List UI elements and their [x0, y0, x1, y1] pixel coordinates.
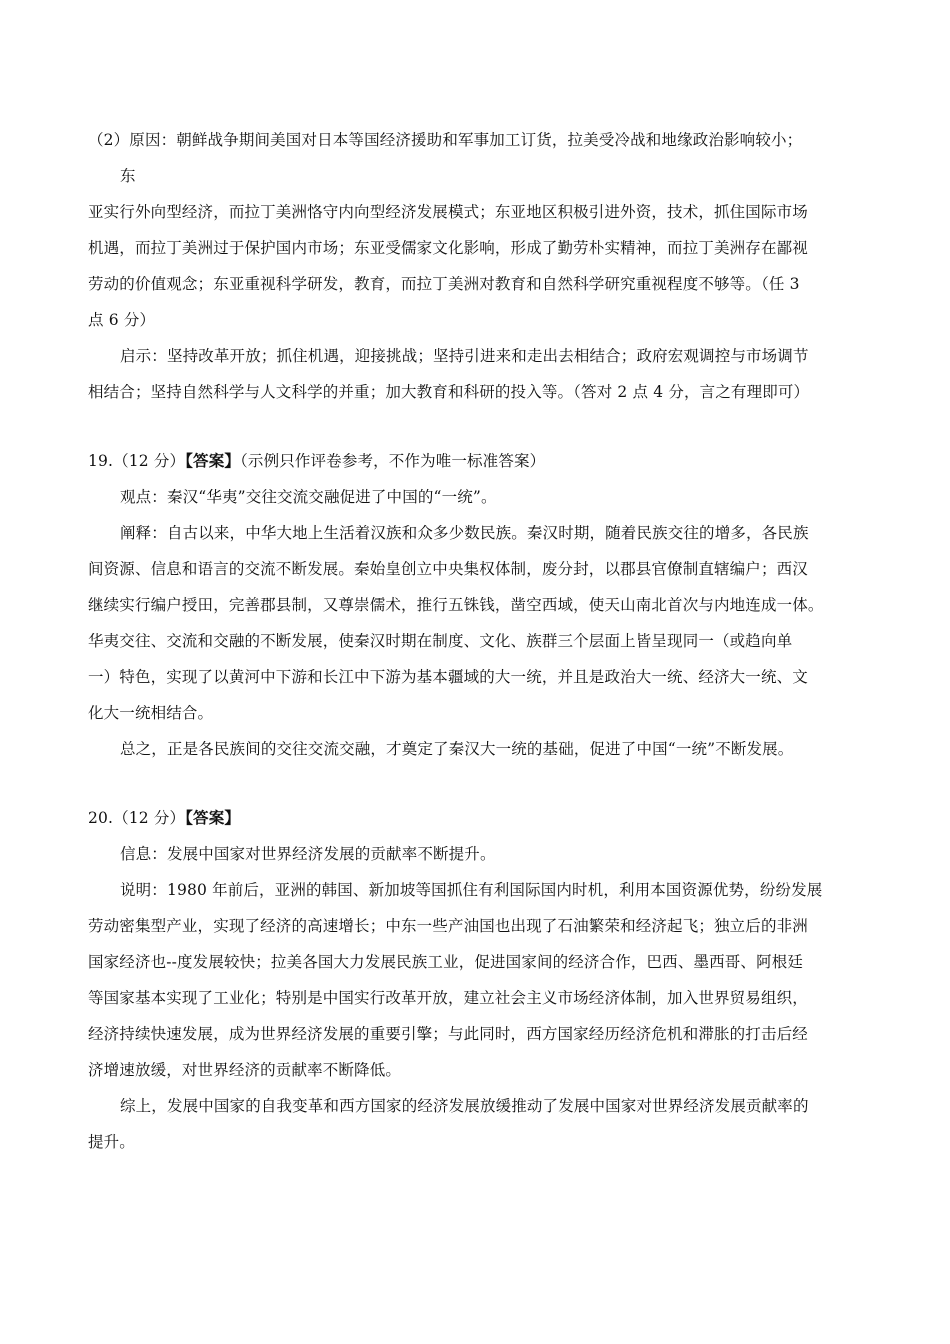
q20-text-line: 劳动密集型产业，实现了经济的高速增长；中东一些产油国也出现了石油繁荣和经济起飞；独立后的非洲 — [88, 917, 808, 935]
q20-info-line: 信息：发展中国家对世界经济发展的贡献率不断提升。 — [120, 845, 496, 863]
q20-text-line: 国家经济也--度发展较快；拉美各国大力发展民族工业，促进国家间的经济合作，巴西、墨西哥、阿根廷 — [88, 953, 804, 971]
q19-heading — [88, 451, 545, 471]
q20-text-line: 提升。 — [88, 1133, 135, 1151]
q18-text-line: 相结合；坚持自然科学与人文科学的并重；加大教育和科研的投入等。（答对 2 点 4 分，言之有理即可） — [88, 383, 810, 401]
q19-text-line: 继续实行编户授田，完善郡县制，又尊崇儒术，推行五铢钱，凿空西域，使天山南北首次与内地连成一体。 — [88, 596, 824, 614]
q18-text-line: 点 6 分） — [88, 311, 156, 329]
q20-explanation-line: 说明：1980 年前后，亚洲的韩国、新加坡等国抓住有利国际国内时机，利用本国资源优势，纷纷发展 — [120, 881, 823, 899]
q20-number: 20.（12 分） — [88, 809, 186, 827]
q20-text-line: 经济持续快速发展，成为世界经济发展的重要引擎；与此同时，西方国家经历经济危机和滞胀的打击后经 — [88, 1025, 808, 1043]
q19-explanation-line: 阐释：自古以来，中华大地上生活着汉族和众多少数民族。秦汉时期，随着民族交往的增多，各民族 — [120, 524, 809, 542]
q18-insight-line: 启示：坚持改革开放；抓住机遇，迎接挑战；坚持引进来和走出去相结合；政府宏观调控与市场调节 — [120, 347, 809, 365]
q19-text-line: 华夷交往、交流和交融的不断发展，使秦汉时期在制度、文化、族群三个层面上皆呈现同一（或趋向单 — [88, 632, 793, 650]
q18-reason-line: （2）原因：朝鲜战争期间美国对日本等国经济援助和军事加工订货，拉美受冷战和地缘政治影响较小； — [88, 131, 803, 149]
q19-viewpoint-line: 观点：秦汉“华夷”交往交流交融促进了中国的“一统”。 — [120, 488, 497, 506]
q20-text-line: 等国家基本实现了工业化；特别是中国实行改革开放，建立社会主义市场经济体制，加入世界贸易组织， — [88, 989, 808, 1007]
q19-text-line: 化大一统相结合。 — [88, 704, 214, 722]
q19-text-line: 一）特色，实现了以黄河中下游和长江中下游为基本疆域的大一统，并且是政治大一统、经济大一统、文 — [88, 668, 808, 686]
q18-text-line: 亚实行外向型经济，而拉丁美洲恪守内向型经济发展模式；东亚地区积极引进外资，技术，抓住国际市场 — [88, 203, 808, 221]
q19-text-line: 间资源、信息和语言的交流不断发展。秦始皇创立中央集权体制，废分封，以郡县官僚制直辖编户；西汉 — [88, 560, 808, 578]
q18-text-line: 东 — [120, 167, 136, 185]
answer-tag: 【答案】 — [185, 808, 241, 827]
q20-summary-line: 综上，发展中国家的自我变革和西方国家的经济发展放缓推动了发展中国家对世界经济发展贡献率的 — [120, 1097, 809, 1115]
q19-note: （示例只作评卷参考，不作为唯一标准答案） — [240, 452, 546, 470]
q19-number: 19.（12 分） — [88, 452, 186, 470]
q20-text-line: 济增速放缓，对世界经济的贡献率不断降低。 — [88, 1061, 402, 1079]
q20-heading — [88, 808, 240, 828]
answer-tag: 【答案】 — [185, 451, 241, 470]
q18-text-line: 机遇，而拉丁美洲过于保护国内市场；东亚受儒家文化影响，形成了勤劳朴实精神，而拉丁美洲存在鄙视 — [88, 239, 808, 257]
q19-conclusion-line: 总之，正是各民族间的交往交流交融，才奠定了秦汉大一统的基础，促进了中国“一统”不断发展。 — [120, 740, 794, 758]
q18-text-line: 劳动的价值观念；东亚重视科学研发，教育，而拉丁美洲对教育和自然科学研究重视程度不够等。（任 3 — [88, 275, 800, 293]
